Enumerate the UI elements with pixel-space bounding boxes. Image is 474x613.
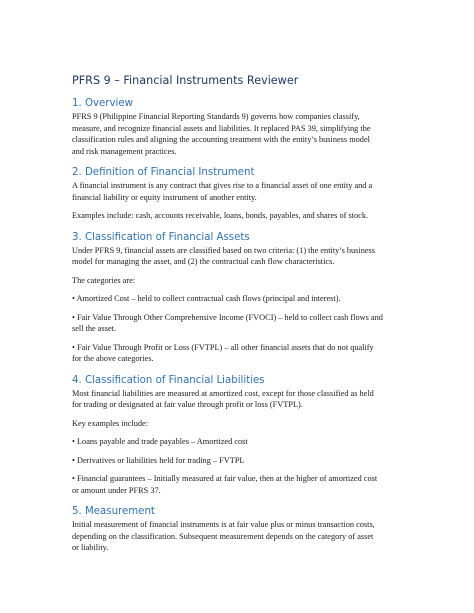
paragraph [72, 111, 412, 157]
paragraph [72, 275, 412, 287]
document-content [72, 74, 412, 554]
section-classification-liabilities [72, 374, 412, 497]
section-heading: 5. Measurement [72, 506, 155, 517]
text-line: PFRS 9 (Philippine Financial Reporting Standards 9) governs how companies classify, [72, 112, 360, 121]
section-classification-assets [72, 231, 412, 365]
text-line: or liability. [72, 543, 109, 552]
text-line: sell the asset. [72, 324, 117, 333]
text-line: The categories are: [72, 275, 136, 285]
paragraph [72, 418, 412, 430]
text-line: A financial instrument is any contract that gives rise to a financial asset of one entity and a [72, 181, 373, 190]
section-definition [72, 166, 412, 222]
text-line: Under PFRS 9, financial assets are classified based on two criteria: (1) the entity’s business [72, 245, 375, 255]
text-line: Initial measurement of financial instruments is at fair value plus or minus transaction costs, [72, 520, 375, 529]
section-overview [72, 97, 412, 157]
paragraph [72, 210, 412, 222]
text-line: for trading or designated at fair value through profit or loss (FVTPL). [72, 400, 303, 409]
text-line: or amount under PFRS 37. [72, 485, 161, 495]
text-line: • Amortized Cost – held to collect contractual cash flows (principal and interest). [72, 294, 341, 303]
list-item [72, 473, 412, 496]
text-line: Examples include: cash, accounts receivable, loans, bonds, payables, and shares of stock. [72, 211, 369, 220]
text-line: • Fair Value Through Profit or Loss (FVTPL) – all other financial assets that do not qualify [72, 342, 374, 352]
paragraph [72, 180, 412, 203]
list-item [72, 455, 412, 467]
text-line: classification rules and aligning the accounting treatment with the entity’s business model [72, 135, 370, 144]
text-line: financial liability or equity instrument of another entity. [72, 192, 257, 202]
paragraph [72, 245, 412, 268]
text-line: model for managing the asset, and (2) the contractual cash flow characteristics. [72, 257, 335, 266]
section-heading: 3. Classification of Financial Assets [72, 231, 250, 243]
document-title: PFRS 9 – Financial Instruments Reviewer [72, 74, 299, 87]
list-item [72, 312, 412, 335]
section-measurement [72, 505, 412, 554]
text-line: • Loans payable and trade payables – Amortized cost [72, 437, 248, 446]
list-item [72, 293, 412, 305]
list-item [72, 436, 412, 448]
text-line: • Fair Value Through Other Comprehensive Income (FVOCI) – held to collect cash flows and [72, 312, 383, 322]
paragraph [72, 519, 412, 554]
section-heading: 2. Definition of Financial Instrument [72, 167, 255, 178]
text-line: depending on the classification. Subsequent measurement depends on the category of asset [72, 531, 374, 541]
text-line: • Derivatives or liabilities held for trading – FVTPL [72, 455, 245, 465]
list-item [72, 342, 412, 365]
text-line: Most financial liabilities are measured at amortized cost, except for those classified as held [72, 388, 374, 398]
text-line: and risk management practices. [72, 146, 177, 156]
text-line: Key examples include: [72, 418, 149, 428]
paragraph [72, 388, 412, 411]
text-line: measure, and recognize financial assets and liabilities. It replaced PAS 39, simplifying the [72, 123, 371, 133]
text-line: for the above categories. [72, 354, 154, 363]
section-heading: 4. Classification of Financial Liabilities [72, 374, 265, 386]
section-heading: 1. Overview [72, 98, 133, 109]
text-line: • Financial guarantees – Initially measured at fair value, then at the higher of amortized cost [72, 474, 378, 483]
